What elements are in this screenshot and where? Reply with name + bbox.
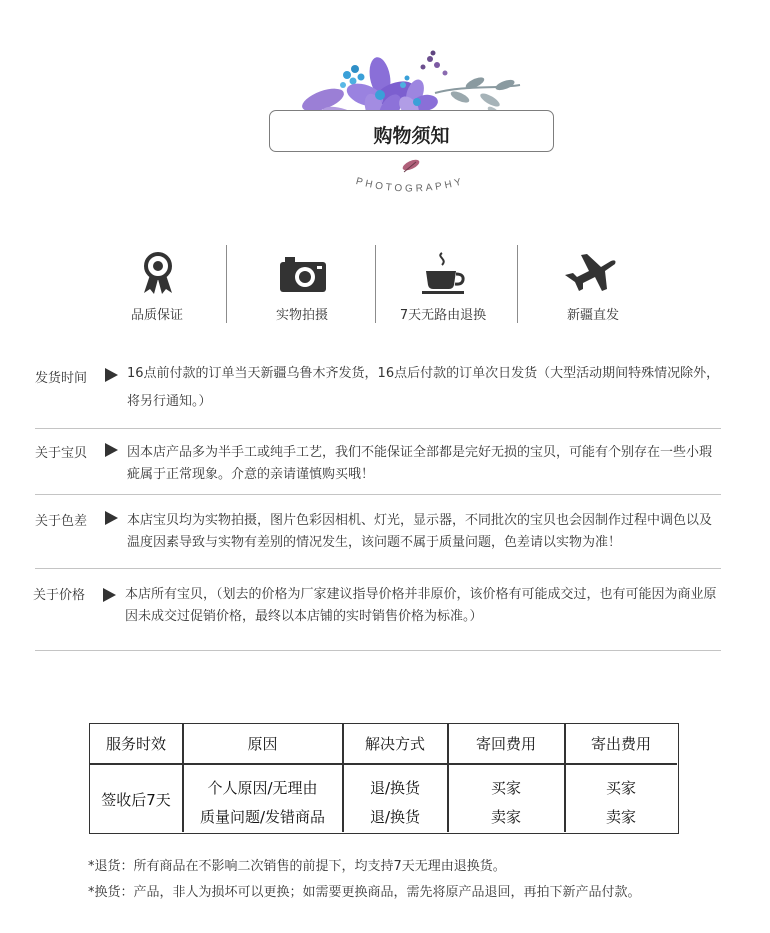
divider — [226, 245, 227, 323]
arrow-icon — [105, 368, 118, 382]
table-cell: 卖家 — [490, 808, 521, 826]
title-box — [269, 110, 554, 152]
photography-arc-text — [320, 160, 500, 210]
info-row-shipping-time — [35, 366, 721, 416]
feature-real-photo — [232, 243, 372, 328]
table-cell: 个人原因/无理由 — [207, 779, 318, 797]
info-text: 本店所有宝贝，（划去的价格为厂家建议指导价格并非原价，该价格有可能成交过，也有可能因为商业原因未成交过促销价格，最终以本店铺的实时销售价格为标准。） — [125, 587, 717, 624]
table-cell: 卖家 — [605, 808, 636, 826]
page-title: 购物须知 — [373, 125, 450, 147]
feature-row — [87, 243, 687, 328]
feature-quality — [87, 243, 227, 328]
airplane-icon — [555, 251, 623, 295]
camera-icon — [277, 251, 329, 295]
info-text: 因本店产品多为半手工或纯手工艺，我们不能保证全部都是完好无损的宝贝，可能有个别存在一些小瑕疵属于正常现象。介意的亲请谨慎购买哦！ — [127, 445, 713, 482]
table-header-cell: 寄回费用 — [475, 735, 536, 753]
table-cell: 退/换货 — [369, 779, 421, 797]
info-key: 发货时间 — [35, 371, 88, 386]
divider — [35, 494, 721, 495]
divider — [35, 428, 721, 429]
table-cell: 退/换货 — [369, 808, 421, 826]
table-cell: 质量问题/发错商品 — [199, 808, 326, 826]
divider — [517, 245, 518, 323]
arrow-icon — [103, 588, 116, 602]
info-key: 关于色差 — [35, 514, 88, 529]
table-cell: 买家 — [490, 779, 521, 797]
after-sales-table — [89, 723, 679, 834]
feature-label: 新疆直发 — [566, 308, 619, 323]
table-header-cell: 解决方式 — [364, 735, 425, 753]
feature-label: 实物拍摄 — [275, 308, 328, 323]
header — [0, 0, 770, 200]
arrow-icon — [105, 511, 118, 525]
note-exchange: *换货：产品，非人为损坏可以更换；如需要更换商品，需先将原产品退回，再拍下新产品付款。 — [88, 885, 641, 900]
info-key: 关于价格 — [33, 588, 86, 603]
note-return: *退货：所有商品在不影响二次销售的前提下，均支持7天无理由退换货。 — [88, 859, 506, 874]
table-cell-period: 签收后7天 — [101, 791, 171, 809]
feature-label: 品质保证 — [130, 308, 183, 323]
table-header-cell: 服务时效 — [105, 735, 166, 753]
coffee-cup-icon — [418, 251, 470, 295]
info-key: 关于宝贝 — [35, 446, 88, 461]
feature-return — [373, 243, 513, 328]
feature-shipping — [523, 243, 663, 328]
table-header-cell: 寄出费用 — [590, 735, 651, 753]
divider — [35, 650, 721, 651]
info-text: 本店宝贝均为实物拍摄，图片色彩因相机、灯光，显示器，不同批次的宝贝也会因制作过程中调色以及温度因素导致与实物有差别的情况发生，该问题不属于质量问题，色差请以实物为准！ — [127, 513, 713, 550]
arrow-icon — [105, 443, 118, 457]
award-ribbon-icon — [132, 251, 184, 295]
info-row-color-diff — [35, 510, 721, 550]
table-cell: 买家 — [605, 779, 636, 797]
photography-subtitle: PHOTOGRAPHY — [354, 176, 466, 195]
svg-text:PHOTOGRAPHY — [355, 176, 466, 194]
info-row-about-items — [35, 442, 721, 482]
info-row-price — [35, 584, 721, 624]
table-header-cell: 原因 — [247, 735, 278, 753]
feature-label: 7天无路由退换 — [399, 308, 487, 323]
info-text: 16点前付款的订单当天新疆乌鲁木齐发货，16点后付款的订单次日发货（大型活动期间特殊情况除外，将另行通知。） — [127, 366, 720, 409]
divider — [35, 568, 721, 569]
